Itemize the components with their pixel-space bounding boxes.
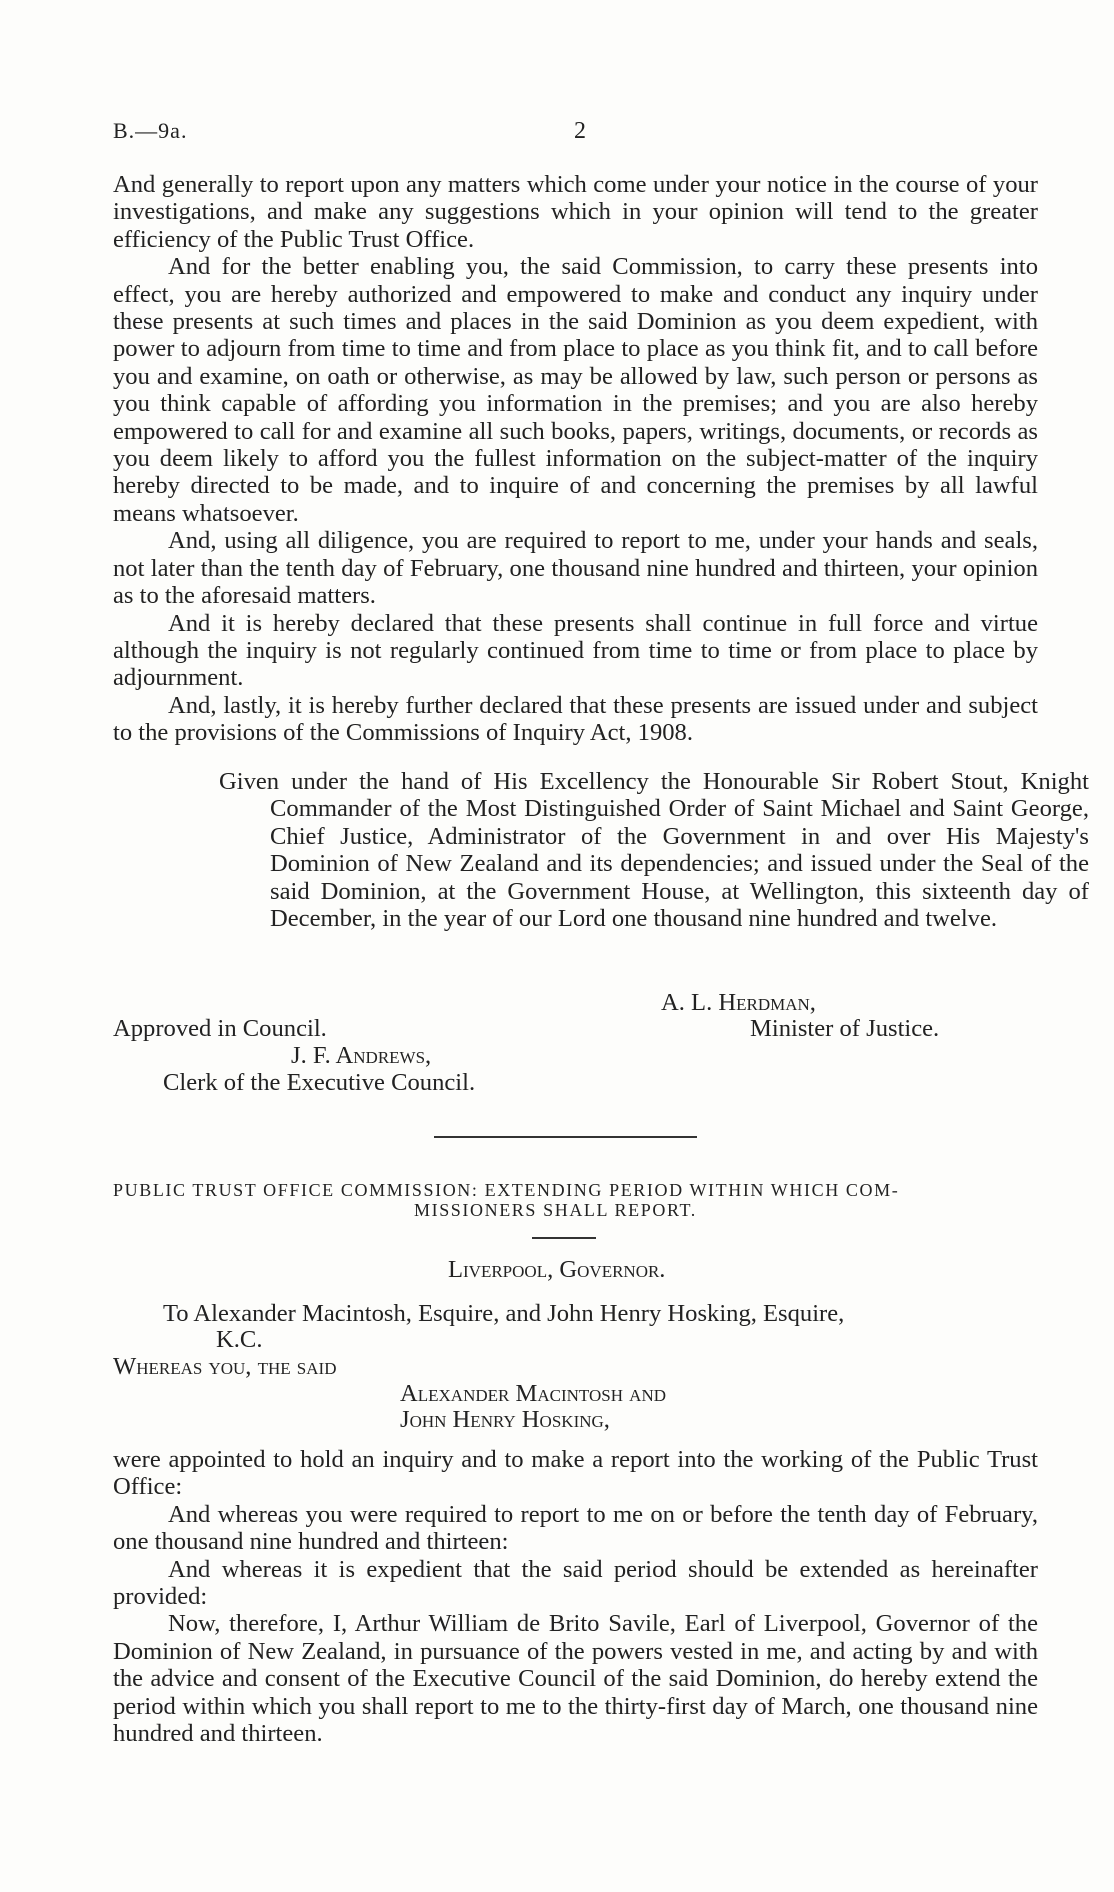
paragraph-report-deadline: And, using all diligence, you are required to report to me, under your hands and seals, not later than the tenth day of February, one thousand nine hundred and thirteen, your opinion as to the aforesaid matters. bbox=[113, 527, 1038, 610]
signatory-name: A. L. Herdman, bbox=[661, 989, 816, 1016]
commissioner-name-2: John Henry Hosking, bbox=[400, 1406, 610, 1433]
paragraph-expedient: And whereas it is expedient that the said period should be extended as hereinafter provided: bbox=[113, 1555, 1038, 1611]
paragraph-appointment: were appointed to hold an inquiry and to make a report into the working of the Public Trust Office: bbox=[113, 1446, 1038, 1501]
paragraph-general-report: And generally to report upon any matters which come under your notice in the course of your investigations, and make any suggestions which in your opinion will tend to the greater efficiency of the Public Trust Office. bbox=[113, 171, 1038, 253]
governor-heading: Liverpool, Governor. bbox=[448, 1256, 666, 1283]
paragraph-act-provisions: And, lastly, it is hereby further declared that these presents are issued under and subject to the provisions of the Commissions of Inquiry Act, 1908. bbox=[113, 691, 1038, 747]
paragraph-powers: And for the better enabling you, the said Commission, to carry these presents into effect, you are hereby authorized and empowered to make and conduct any inquiry under these presents at such times and places in the said Dominion as you deem expedient, with power to adjourn from time to time and from place to place as you think fit, and to call before you and examine, on oath or otherwise, as may be allowed by law, such person or persons as you think capable of affording you information in the premises; and you are also hereby empowered to call for and examine all such books, papers, writings, documents, or records as you deem likely to afford you the fullest information on the subject-matter of the inquiry hereby directed to be made, and to inquire of and concerning the premises by all lawful means whatsoever. bbox=[113, 253, 1038, 527]
approved-in-council: Approved in Council. bbox=[113, 1015, 327, 1042]
section-divider bbox=[434, 1136, 697, 1138]
given-under-hand-clause: Given under the hand of His Excellency the Honourable Sir Robert Stout, Knight Commander of the Most Distinguished Order of Saint Michael and Saint George, Chief Justice, Administrator of the Government in and over His Majesty's Dominion of New Zealand and its dependencies; and issued under the Seal of the said Dominion, at the Government House, at Wellington, this sixteenth day of December, in the year of our Lord one thousand nine hundred and twelve. bbox=[219, 768, 1089, 933]
paragraph-continuance: And it is hereby declared that these presents shall continue in full force and virtue although the inquiry is not regularly continued from time to time or from place to place by adjournment. bbox=[113, 609, 1038, 692]
signatory-title: Minister of Justice. bbox=[750, 1015, 940, 1042]
commissioner-name-1: Alexander Macintosh and bbox=[400, 1380, 666, 1407]
extension-body bbox=[113, 1446, 1038, 1747]
section-title-line1: PUBLIC TRUST OFFICE COMMISSION: EXTENDING PERIOD WITHIN WHICH COM- bbox=[113, 1180, 900, 1200]
clerk-name: J. F. Andrews, bbox=[291, 1042, 432, 1069]
section-title-line2: MISSIONERS SHALL REPORT. bbox=[414, 1200, 697, 1220]
whereas-clause: Whereas you, the said bbox=[113, 1353, 337, 1380]
paragraph-original-deadline: And whereas you were required to report to me on or before the tenth day of February, one thousand nine hundred and thirteen: bbox=[113, 1500, 1038, 1556]
document-reference: B.—9a. bbox=[113, 118, 188, 143]
clerk-title: Clerk of the Executive Council. bbox=[163, 1069, 476, 1096]
title-underline bbox=[532, 1237, 596, 1239]
addressee-line2: K.C. bbox=[216, 1326, 263, 1353]
commission-body bbox=[113, 171, 1038, 747]
paragraph-extension-order: Now, therefore, I, Arthur William de Brito Savile, Earl of Liverpool, Governor of the Dominion of New Zealand, in pursuance of the powers vested in me, and acting by and with the advice and consent of the Executive Council of the said Dominion, do hereby extend the period within which you shall report to me to the thirty-first day of March, one thousand nine hundred and thirteen. bbox=[113, 1610, 1038, 1748]
addressee-line1: To Alexander Macintosh, Esquire, and John Henry Hosking, Esquire, bbox=[163, 1300, 845, 1327]
page-number: 2 bbox=[574, 118, 586, 144]
